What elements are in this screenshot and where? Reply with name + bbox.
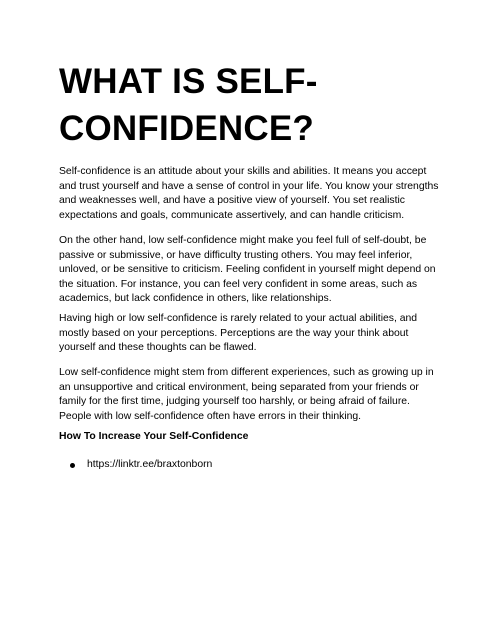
linktree-link[interactable]: https://linktr.ee/braxtonborn [87,459,213,470]
bullet-icon [70,463,75,468]
page-title [59,58,439,152]
paragraph-definition: Self-confidence is an attitude about your skills and abilities. It means you accept and trust yourself and have a sense of control in your life. You know your strengths and weaknesses well, and have a positive view of yourself. You set realistic expectations and goals, communicate assertively, and can handle criticism. [59,166,439,221]
paragraph-causes: Low self-confidence might stem from different experiences, such as growing up in an unsupportive and critical environment, being separated from your friends or family for the first time, judging yourself too harshly, or being afraid of failure. People with low self-confidence often have errors in their thinking. [59,367,434,422]
title-line-2: CONFIDENCE? [59,109,314,148]
section-heading: How To Increase Your Self-Confidence [59,431,249,442]
title-line-1: WHAT IS SELF- [59,62,318,101]
list-item [70,458,212,472]
paragraph-low-confidence: On the other hand, low self-confidence might make you feel full of self-doubt, be passive or submissive, or have difficulty trusting others. You may feel inferior, unloved, or be sensitive to criticism. Feeling confident in yourself might depend on the situation. For instance, you can feel very confident in some areas, such as academics, but lack confidence in others, like relationships. [59,235,436,305]
link-list [70,458,212,472]
paragraph-perceptions: Having high or low self-confidence is rarely related to your actual abilities, and mostly based on your perceptions. Perceptions are the way your think about yourself and these thoughts can be flawed. [59,313,418,354]
